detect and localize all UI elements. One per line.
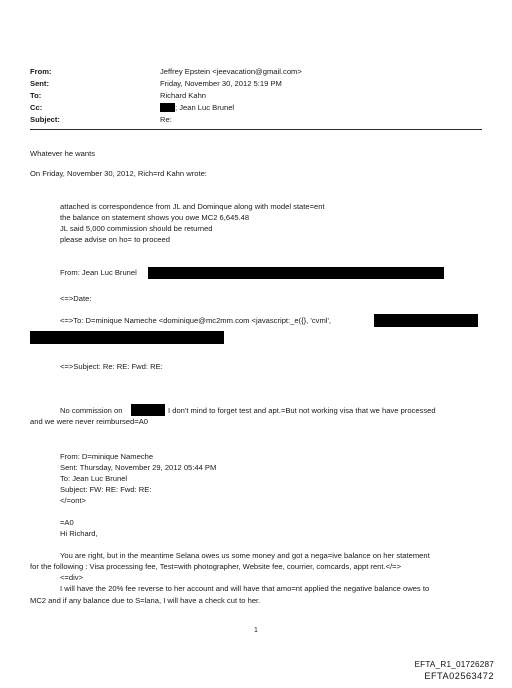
brunel-to-redaction-2 (30, 331, 224, 344)
para2-line-a: I will have the 20% fee reverse to her account and will have that amo=nt applied the negative balance owes to (60, 584, 430, 593)
to-value: Richard Kahn (160, 91, 207, 100)
sent-label: Sent: (30, 79, 49, 88)
page-number: 1 (254, 627, 258, 634)
cc-redaction (160, 103, 175, 112)
commission-redaction (131, 404, 165, 416)
brunel-from: From: Jean Luc Brunel (60, 268, 137, 277)
nameche-subject: Subject: FW: RE: Fwd: RE: (60, 485, 152, 494)
to-label: To: (30, 91, 42, 100)
kahn-line-2: the balance on statement shows you owe MC2 6,645.48 (60, 213, 250, 222)
reply-text: Whatever he wants (30, 149, 95, 158)
brunel-date: <=>Date: (60, 294, 92, 303)
commission-text-a: No commission on (60, 406, 123, 415)
brunel-from-redaction (148, 267, 444, 279)
kahn-line-3: JL said 5,000 commission should be returned (60, 224, 213, 233)
para1-line-a: You are right, but in the meantime Selana owes us some money and got a nega=ive balance on her statement (60, 551, 430, 560)
commission-text-b: I don't mind to forget test and apt.=But not working visa that we have processed (168, 406, 436, 415)
a0-line: =A0 (60, 518, 74, 527)
brunel-to: <=>To: D=minique Nameche <dominique@mc2mm.com <javascript:_e({}, 'cvml', (60, 316, 332, 325)
subject-label: Subject: (30, 115, 60, 124)
font-tag: </=ont> (60, 496, 86, 505)
div-tag: <=div> (60, 573, 84, 582)
kahn-line-4: please advise on ho= to proceed (60, 235, 170, 244)
nameche-sent: Sent: Thursday, November 29, 2012 05:44 PM (60, 463, 217, 472)
from-label: From: (30, 67, 52, 76)
para2-line-b: MC2 and if any balance due to S=lana, I will have a check cut to her. (30, 596, 261, 605)
brunel-to-redaction-1 (374, 314, 478, 327)
subject-value: Re: (160, 115, 172, 124)
nameche-from: From: D=minique Nameche (60, 452, 154, 461)
bates-id-1: EFTA_R1_01726287 (414, 660, 494, 669)
para1-line-b: for the following : Visa processing fee, Test=with photographer, Website fee, courrier, comcards, appt rent.</=> (30, 562, 402, 571)
nameche-to: To: Jean Luc Brunel (60, 474, 128, 483)
from-value: Jeffrey Epstein <jeevacation@gmail.com> (160, 67, 302, 76)
bates-id-2: EFTA02563472 (424, 671, 494, 681)
cc-value: ; Jean Luc Brunel (175, 103, 235, 112)
cc-label: Cc: (30, 103, 43, 112)
brunel-subject: <=>Subject: Re: RE: Fwd: RE: (60, 362, 163, 371)
commission-text-c: and we were never reimbursed=A0 (30, 417, 148, 426)
header-divider (30, 129, 482, 130)
on-wrote-line: On Friday, November 30, 2012, Rich=rd Kahn wrote: (30, 169, 207, 178)
kahn-line-1: attached is correspondence from JL and Dominque along with model state=ent (60, 202, 325, 211)
greeting: Hi Richard, (60, 529, 98, 538)
sent-value: Friday, November 30, 2012 5:19 PM (160, 79, 282, 88)
